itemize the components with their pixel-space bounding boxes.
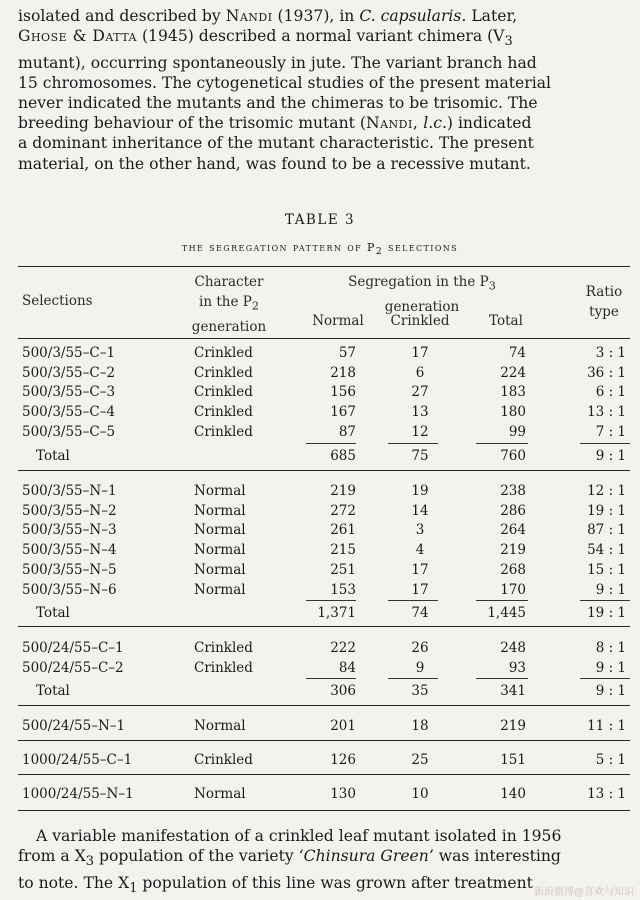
selection-cell: 500/3/55–C–3 [22,384,116,400]
character-cell: Normal [194,542,246,558]
total-count-cell: 1,445 [487,605,526,621]
total-count-cell: 183 [500,384,526,400]
ratio-cell: 15 : 1 [587,562,626,578]
subtotal-rule [580,600,630,601]
subtotal-rule [388,600,438,601]
ratio-cell: 6 : 1 [595,384,626,400]
crinkled-count-cell: 13 [411,404,429,420]
ratio-cell: 9 : 1 [595,582,626,598]
crinkled-count-cell: 6 [415,365,425,381]
crinkled-count-cell: 18 [411,718,429,734]
ratio-cell: 9 : 1 [595,448,626,464]
total-count-cell: 286 [500,503,526,519]
character-cell: Normal [194,786,246,802]
total-count-cell: 219 [500,542,526,558]
selection-cell: Total [36,605,70,621]
character-cell: Crinkled [194,365,253,381]
text-line: A variable manifestation of a crinkled leaf mutant isolated in 1956 [36,827,562,845]
character-cell: Crinkled [194,345,253,361]
character-cell: Crinkled [194,640,253,656]
paragraph-top [18,6,628,174]
total-count-cell: 238 [500,483,526,499]
table-header-rule [18,338,630,339]
normal-count-cell: 153 [330,582,356,598]
character-cell: Normal [194,582,246,598]
selection-cell: 500/3/55–N–5 [22,562,117,578]
total-count-cell: 74 [508,345,526,361]
selection-cell: Total [36,448,70,464]
total-count-cell: 248 [500,640,526,656]
normal-count-cell: 84 [338,660,356,676]
normal-count-cell: 201 [330,718,356,734]
ratio-cell: 87 : 1 [587,522,626,538]
normal-count-cell: 87 [338,424,356,440]
ratio-cell: 13 : 1 [587,786,626,802]
selection-cell: 500/24/55–N–1 [22,718,126,734]
ratio-cell: 54 : 1 [587,542,626,558]
subtotal-rule [476,678,528,679]
subtotal-rule [388,678,438,679]
total-count-cell: 219 [500,718,526,734]
subtotal-rule [476,443,528,444]
crinkled-count-cell: 27 [411,384,429,400]
text-line: from a $X_3$ population of the variety ‘Chinsura Green’ was interesting [18,847,561,870]
normal-count-cell: 685 [330,448,356,464]
crinkled-count-cell: 75 [411,448,429,464]
selection-cell: 500/3/55–C–2 [22,365,116,381]
crinkled-count-cell: 17 [411,345,429,361]
total-count-cell: 151 [500,752,526,768]
total-count-cell: 268 [500,562,526,578]
total-count-cell: 140 [500,786,526,802]
text-line: material, on the other hand, was found to be a recessive mutant. [18,154,531,173]
header-normal: Normal [312,313,364,329]
header-segregation: Segregation in the $P_3$ generation [348,274,496,315]
selection-cell: 500/3/55–N–1 [22,483,117,499]
header-total: Total [489,313,523,329]
crinkled-count-cell: 19 [411,483,429,499]
ratio-cell: 13 : 1 [587,404,626,420]
watermark: 新浪微博@喜欢与知识 [534,887,634,898]
crinkled-count-cell: 74 [411,605,429,621]
header-crinkled: Crinkled [390,313,450,329]
selection-cell: 1000/24/55–C–1 [22,752,133,768]
normal-count-cell: 167 [330,404,356,420]
crinkled-count-cell: 17 [411,582,429,598]
total-count-cell: 99 [508,424,526,440]
table-top-rule [18,266,630,267]
normal-count-cell: 272 [330,503,356,519]
crinkled-count-cell: 12 [411,424,429,440]
character-cell: Crinkled [194,424,253,440]
normal-count-cell: 219 [330,483,356,499]
normal-count-cell: 218 [330,365,356,381]
total-count-cell: 760 [500,448,526,464]
normal-count-cell: 126 [330,752,356,768]
normal-count-cell: 251 [330,562,356,578]
subtotal-rule [580,443,630,444]
ratio-cell: 8 : 1 [595,640,626,656]
text-line: breeding behaviour of the trisomic mutant (Nandi, l.c.) indicated [18,114,532,133]
total-count-cell: 341 [500,683,526,699]
crinkled-count-cell: 14 [411,503,429,519]
ratio-cell: 11 : 1 [587,718,626,734]
selection-cell: 500/3/55–N–2 [22,503,117,519]
section-rule [18,705,630,706]
subtotal-rule [306,678,356,679]
character-cell: Crinkled [194,752,253,768]
normal-count-cell: 130 [330,786,356,802]
selection-cell: 500/3/55–C–1 [22,345,116,361]
subtotal-rule [306,600,356,601]
normal-count-cell: 215 [330,542,356,558]
character-cell: Normal [194,562,246,578]
selection-cell: 500/24/55–C–1 [22,640,124,656]
normal-count-cell: 261 [330,522,356,538]
text-line: mutant), occurring spontaneously in jute. The variant branch had [18,53,537,72]
normal-count-cell: 1,371 [317,605,356,621]
crinkled-count-cell: 9 [415,660,425,676]
subtotal-rule [306,443,356,444]
total-count-cell: 224 [500,365,526,381]
subtotal-rule [388,443,438,444]
crinkled-count-cell: 26 [411,640,429,656]
ratio-cell: 19 : 1 [587,605,626,621]
ratio-cell: 3 : 1 [595,345,626,361]
normal-count-cell: 156 [330,384,356,400]
total-count-cell: 180 [500,404,526,420]
normal-count-cell: 306 [330,683,356,699]
text-line: Ghose & Datta (1945) described a normal variant chimera ($V_3$ [18,27,513,50]
text-line: 15 chromosomes. The cytogenetical studies of the present material [18,73,551,92]
character-cell: Crinkled [194,384,253,400]
crinkled-count-cell: 10 [411,786,429,802]
selection-cell: 1000/24/55–N–1 [22,786,134,802]
section-rule [18,810,630,811]
ratio-cell: 19 : 1 [587,503,626,519]
header-character: Character in the $P_2$ generation [191,274,267,335]
ratio-cell: 9 : 1 [595,660,626,676]
section-rule [18,740,630,741]
header-selections: Selections [22,293,93,309]
text-line: to note. The $X_1$ population of this line was grown after treatment [18,873,533,896]
normal-count-cell: 222 [330,640,356,656]
section-rule [18,626,630,627]
table-number: TABLE 3 [284,212,356,228]
total-count-cell: 170 [500,582,526,598]
section-rule [18,774,630,775]
selection-cell: 500/3/55–C–4 [22,404,116,420]
normal-count-cell: 57 [338,345,356,361]
selection-cell: 500/3/55–N–6 [22,582,117,598]
character-cell: Normal [194,522,246,538]
crinkled-count-cell: 4 [415,542,425,558]
text-line: isolated and described by Nandi (1937), in C. capsularis. Later, [18,7,518,25]
character-cell: Normal [194,718,246,734]
character-cell: Normal [194,503,246,519]
character-cell: Normal [194,483,246,499]
total-count-cell: 264 [500,522,526,538]
character-cell: Crinkled [194,404,253,420]
section-rule [18,470,630,471]
selection-cell: 500/3/55–N–3 [22,522,117,538]
ratio-cell: 12 : 1 [587,483,626,499]
ratio-cell: 9 : 1 [595,683,626,699]
crinkled-count-cell: 25 [411,752,429,768]
selection-cell: 500/3/55–C–5 [22,424,116,440]
selection-cell: Total [36,683,70,699]
selection-cell: 500/3/55–N–4 [22,542,117,558]
ratio-cell: 7 : 1 [595,424,626,440]
header-ratio-type: Ratio type [585,284,623,320]
ratio-cell: 36 : 1 [587,365,626,381]
table-caption: the segregation pattern of $P_2$ selections [181,241,459,258]
character-cell: Crinkled [194,660,253,676]
text-line: never indicated the mutants and the chimeras to be trisomic. The [18,93,538,112]
crinkled-count-cell: 35 [411,683,429,699]
crinkled-count-cell: 17 [411,562,429,578]
ratio-cell: 5 : 1 [595,752,626,768]
text-line: a dominant inheritance of the mutant characteristic. The present [18,134,534,153]
subtotal-rule [580,678,630,679]
crinkled-count-cell: 3 [415,522,425,538]
total-count-cell: 93 [508,660,526,676]
selection-cell: 500/24/55–C–2 [22,660,124,676]
subtotal-rule [476,600,528,601]
